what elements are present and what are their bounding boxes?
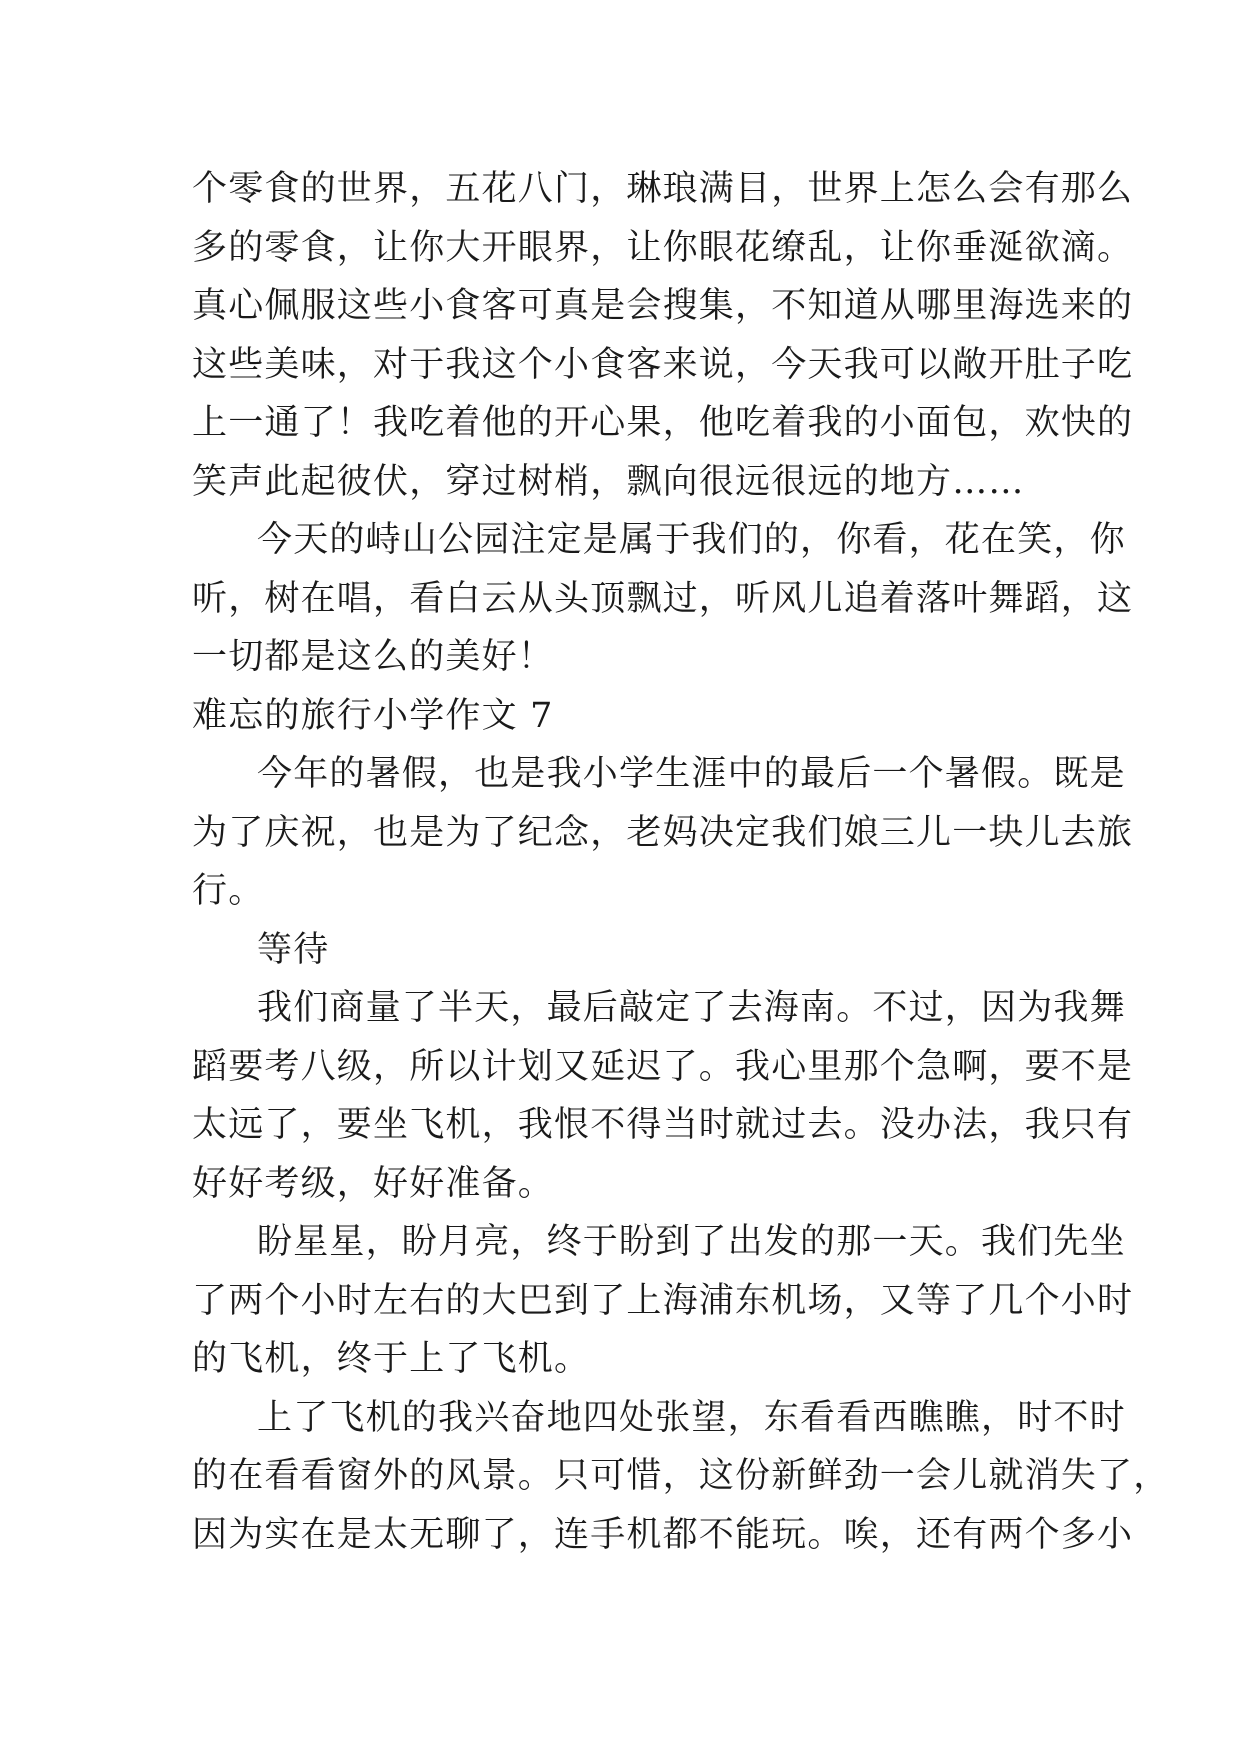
- text-line: 的在看看窗外的风景。只可惜，这份新鲜劲一会儿就消失了，: [192, 1456, 1170, 1496]
- text-line: 一切都是这么的美好！: [192, 637, 555, 677]
- subheading: 等待: [257, 929, 330, 970]
- paragraph-first-line: 上了飞机的我兴奋地四处张望，东看看西瞧瞧，时不时: [257, 1397, 1126, 1438]
- text-line: 听，树在唱，看白云从头顶飘过，听风儿追着落叶舞蹈，这: [192, 578, 1134, 619]
- text-line: 太远了，要坐飞机，我恨不得当时就过去。没办法，我只有: [192, 1105, 1134, 1145]
- text-line: 了两个小时左右的大巴到了上海浦东机场，又等了几个小时: [192, 1280, 1134, 1321]
- text-line: 这些美味，对于我这个小食客来说，今天我可以敞开肚子吃: [192, 344, 1134, 385]
- text-line: 上一通了！我吃着他的开心果，他吃着我的小面包，欢快的: [192, 403, 1134, 443]
- paragraph-first-line: 今年的暑假，也是我小学生涯中的最后一个暑假。既是: [257, 754, 1126, 794]
- text-line: 多的零食，让你大开眼界，让你眼花缭乱，让你垂涎欲滴。: [192, 227, 1134, 268]
- text-line: 个零食的世界，五花八门，琳琅满目，世界上怎么会有那么: [192, 169, 1134, 209]
- document-body: [192, 160, 1170, 1564]
- section-heading: 难忘的旅行小学作文 7: [192, 695, 554, 736]
- text-line: 行。: [192, 871, 265, 911]
- text-line: 蹈要考八级，所以计划又延迟了。我心里那个急啊，要不是: [192, 1046, 1134, 1087]
- paragraph-first-line: 我们商量了半天，最后敲定了去海南。不过，因为我舞: [257, 988, 1126, 1028]
- text-line: 为了庆祝，也是为了纪念，老妈决定我们娘三儿一块儿去旅: [192, 812, 1134, 853]
- text-line: 笑声此起彼伏，穿过树梢，飘向很远很远的地方……: [192, 461, 1025, 502]
- text-line: 的飞机，终于上了飞机。: [192, 1339, 591, 1379]
- paragraph-first-line: 盼星星，盼月亮，终于盼到了出发的那一天。我们先坐: [257, 1222, 1126, 1262]
- text-line: 因为实在是太无聊了，连手机都不能玩。唉，还有两个多小: [192, 1514, 1134, 1555]
- text-line: 好好考级，好好准备。: [192, 1163, 555, 1204]
- text-line: 真心佩服这些小食客可真是会搜集，不知道从哪里海选来的: [192, 286, 1134, 326]
- paragraph-first-line: 今天的峙山公园注定是属于我们的，你看，花在笑，你: [257, 520, 1126, 560]
